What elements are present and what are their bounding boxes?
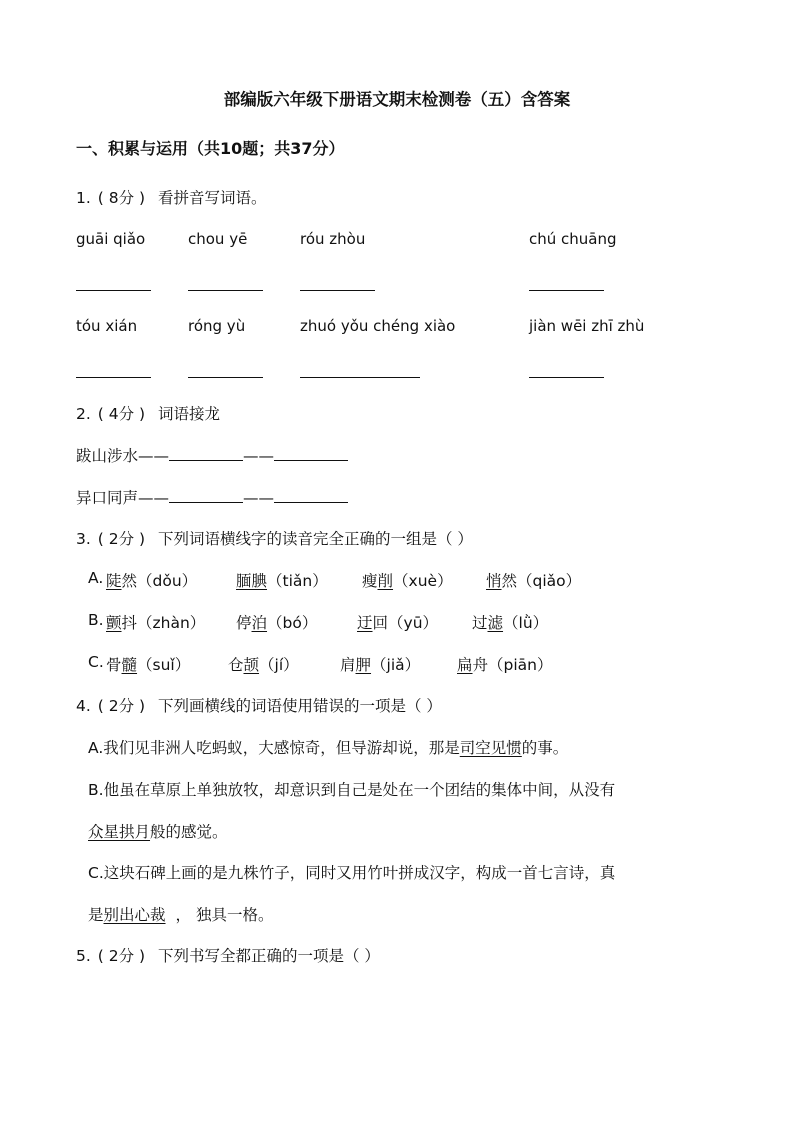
option-label: B. [88, 781, 104, 799]
option-c-label[interactable]: C. [88, 653, 104, 671]
answer-blank[interactable] [300, 377, 420, 378]
option-item: 过滤（lǜ） [472, 614, 549, 632]
option-item: 骨髓（suǐ） [106, 656, 191, 674]
option-b-cont: 众星拱月般的感觉。 [88, 823, 228, 841]
page-title: 部编版六年级下册语文期末检测卷（五）含答案 [223, 90, 571, 109]
question-stem: 下列画横线的词语使用错误的一项是（ ） [157, 697, 442, 715]
option-item: 悄然（qiǎo） [486, 572, 582, 590]
chain-line [76, 444, 348, 466]
pinyin-item: tóu xián [76, 317, 138, 335]
pinyin-item: chú chuāng [529, 230, 617, 248]
dash: —— [138, 489, 170, 507]
underlined-term: 司空见惯 [459, 739, 522, 757]
option-item: 停泊（bó） [236, 614, 318, 632]
question-1 [76, 186, 267, 208]
question-stem: 下列词语横线字的读音完全正确的一组是（ ） [157, 530, 473, 548]
question-5 [76, 944, 380, 966]
pinyin-item: jiàn wēi zhī zhù [529, 317, 645, 335]
pinyin-item: róu zhòu [300, 230, 366, 248]
option-a[interactable]: A.我们见非洲人吃蚂蚁，大感惊奇，但导游却说，那是司空见惯的事。 [88, 739, 569, 757]
pinyin-item: zhuó yǒu chéng xiào [300, 317, 456, 335]
question-stem: 下列书写全都正确的一项是（ ） [157, 947, 380, 965]
question-2 [76, 402, 220, 424]
question-score: ( 2分 ) [97, 947, 146, 965]
option-label: C. [88, 864, 104, 882]
option-item: 颤抖（zhàn） [106, 614, 206, 632]
dash: —— [243, 447, 275, 465]
pinyin-item: guāi qiǎo [76, 230, 146, 248]
chain-start-word: 异口同声 [76, 489, 139, 507]
question-4 [76, 694, 442, 716]
option-item: 迂回（yū） [357, 614, 439, 632]
question-score: ( 4分 ) [97, 405, 146, 423]
answer-blank[interactable] [76, 290, 151, 291]
answer-blank[interactable] [529, 290, 604, 291]
answer-blank[interactable] [274, 488, 348, 503]
question-3 [76, 527, 473, 549]
option-b[interactable]: B.他虽在草原上单独放牧，却意识到自己是处在一个团结的集体中间，从没有 [88, 781, 616, 799]
answer-blank[interactable] [169, 446, 243, 461]
option-item: 腼腆（tiǎn） [236, 572, 328, 590]
option-item: 仓颉（jí） [228, 656, 299, 674]
chain-start-word: 跋山涉水 [76, 447, 139, 465]
question-number: 3. [76, 530, 91, 548]
dash: —— [243, 489, 275, 507]
option-item: 陡然（dǒu） [106, 572, 198, 590]
question-score: ( 2分 ) [97, 530, 146, 548]
option-c[interactable]: C.这块石碑上画的是九株竹子，同时又用竹叶拼成汉字，构成一首七言诗，真 [88, 864, 616, 882]
option-item: 瘦削（xuè） [362, 572, 453, 590]
answer-blank[interactable] [188, 290, 263, 291]
answer-blank[interactable] [76, 377, 151, 378]
answer-blank[interactable] [188, 377, 263, 378]
question-score: ( 8分 ) [97, 189, 146, 207]
question-score: ( 2分 ) [97, 697, 146, 715]
underlined-term: 别出心裁 [103, 906, 166, 924]
question-number: 2. [76, 405, 91, 423]
pinyin-item: chou yē [188, 230, 248, 248]
option-a-label[interactable]: A. [88, 569, 104, 587]
dash: —— [138, 447, 170, 465]
question-number: 5. [76, 947, 91, 965]
question-number: 1. [76, 189, 91, 207]
chain-line [76, 486, 348, 508]
option-label: A. [88, 739, 104, 757]
answer-blank[interactable] [274, 446, 348, 461]
answer-blank[interactable] [169, 488, 243, 503]
question-stem: 词语接龙 [157, 405, 220, 423]
question-stem: 看拼音写词语。 [157, 189, 267, 207]
pinyin-item: róng yù [188, 317, 246, 335]
answer-blank[interactable] [529, 377, 604, 378]
option-item: 肩胛（jiǎ） [340, 656, 421, 674]
question-number: 4. [76, 697, 91, 715]
answer-blank[interactable] [300, 290, 375, 291]
section-heading: 一、积累与运用（共10题；共37分） [76, 139, 345, 158]
option-c-cont: 是别出心裁 ， 独具一格。 [88, 906, 274, 924]
option-b-label[interactable]: B. [88, 611, 104, 629]
underlined-term: 众星拱月 [88, 823, 151, 841]
option-item: 扁舟（piān） [457, 656, 553, 674]
